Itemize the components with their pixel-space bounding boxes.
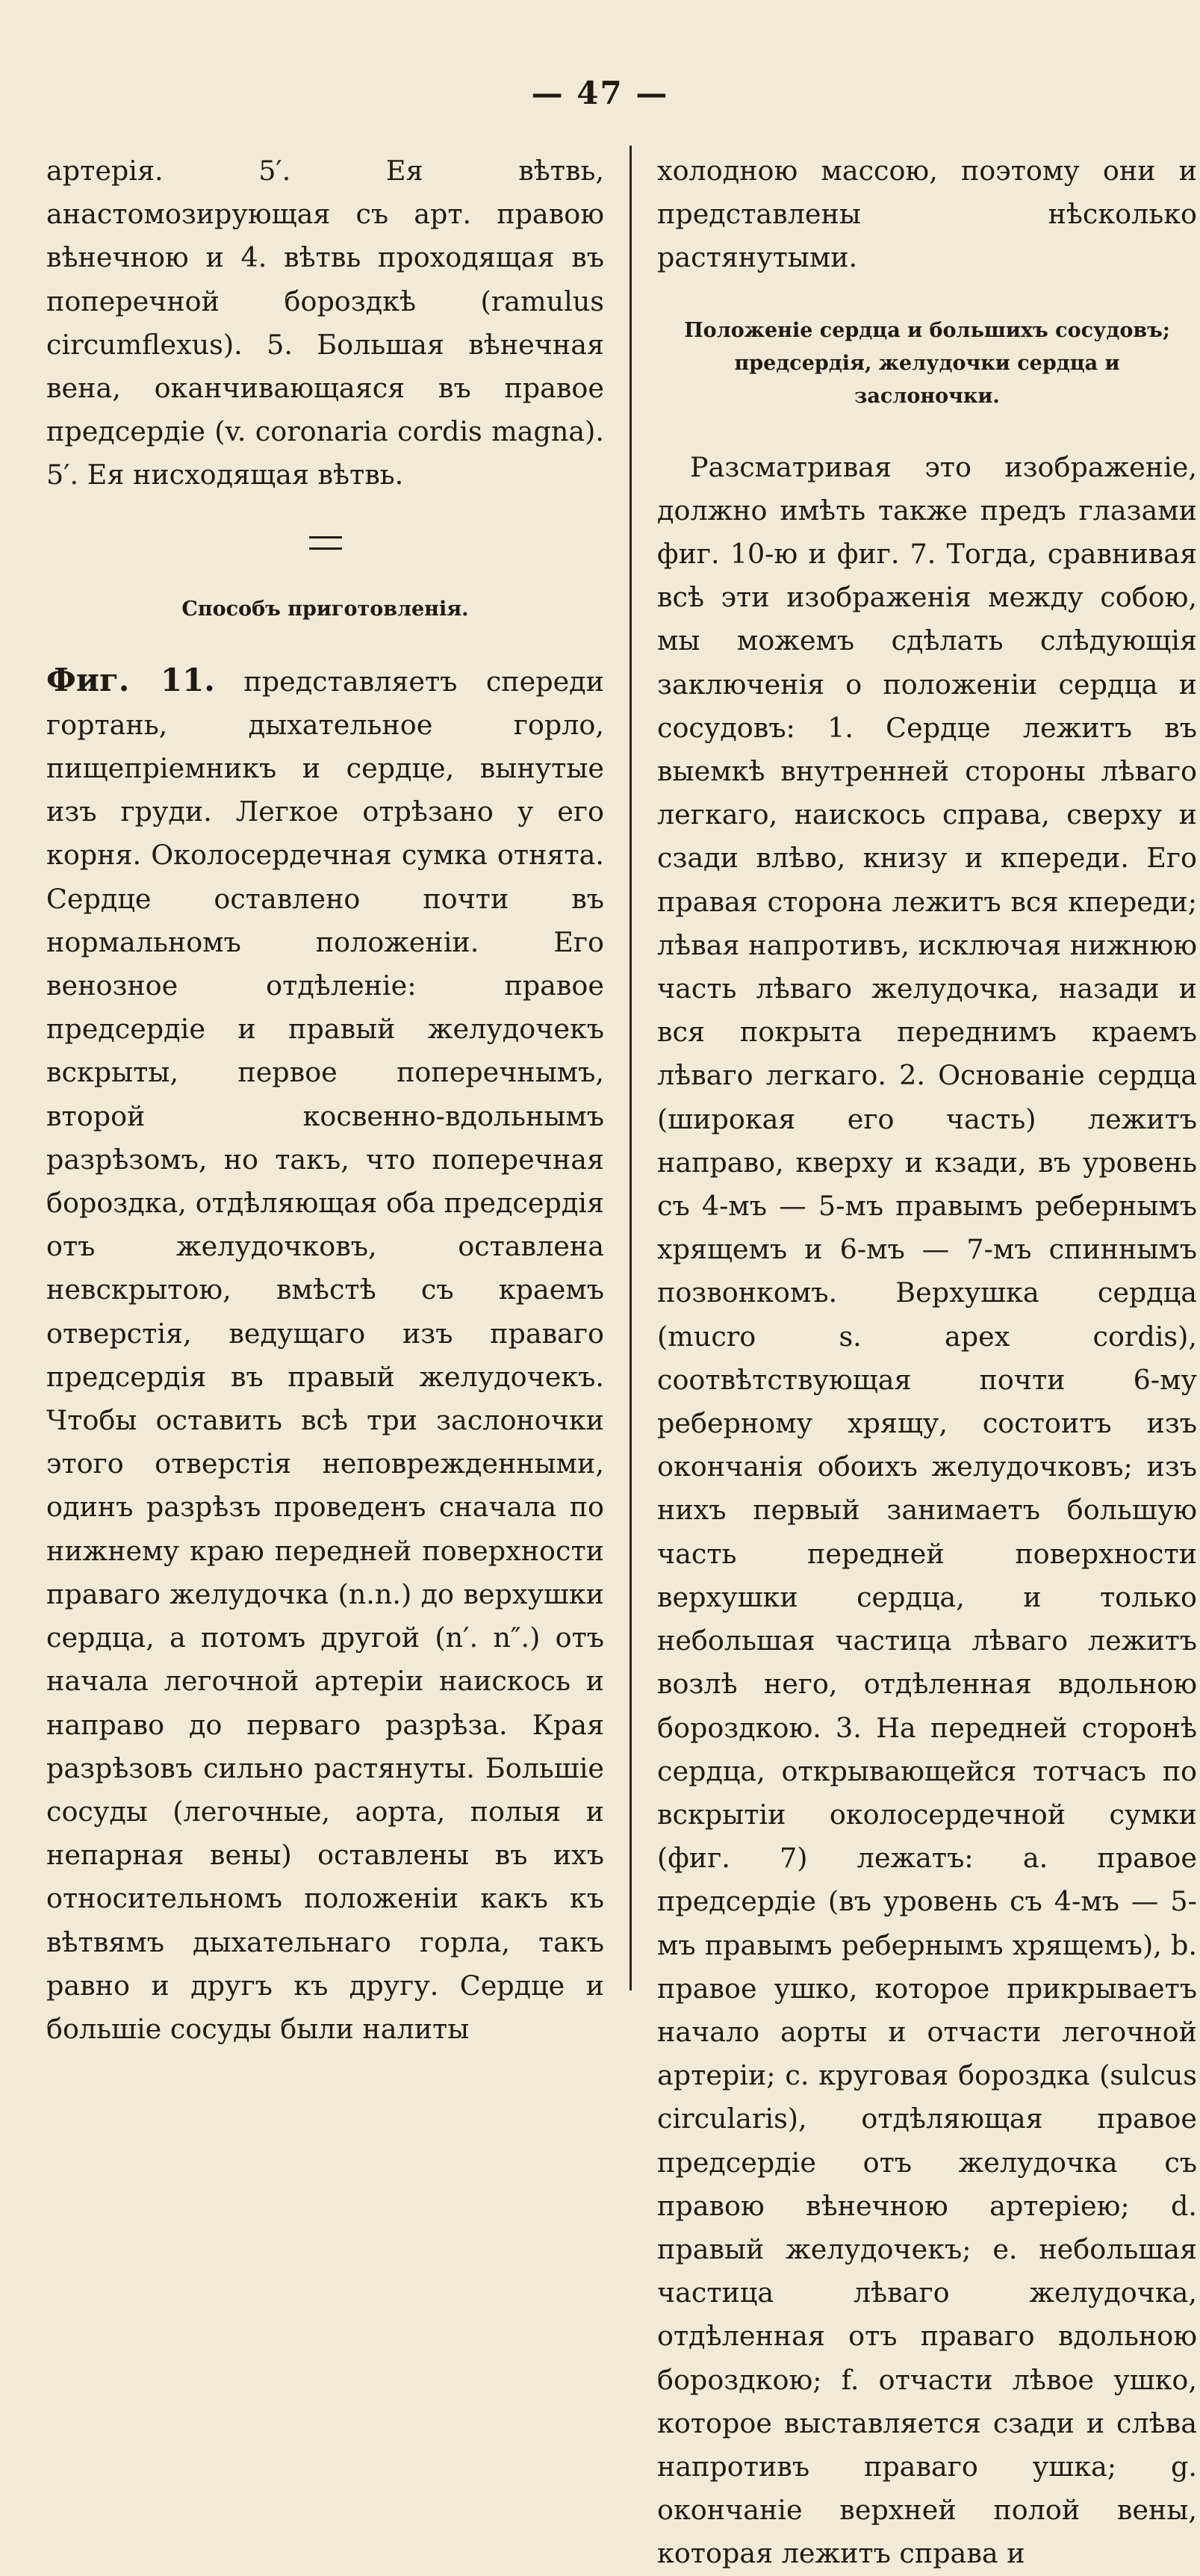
right-main-paragraph: Разсматривая это изображеніе, должно имѣть также предъ глазами фиг. 10-ю и фиг. 7. Тогда, сравнивая всѣ эти изображенія между собою, мы можемъ сдѣлать слѣдующія заключенія о положеніи сердца и сосудовъ: 1. Сердце лежитъ въ выемкѣ внутренней стороны лѣваго легкаго, наискось справа, сверху и сзади влѣво, книзу и кпереди. Его правая сторона лежитъ вся кпереди; лѣвая напротивъ, исключая нижнюю часть лѣваго желудочка, назади и вся покрыта переднимъ краемъ лѣваго легкаго. 2. Основаніе сердца (широкая его часть) лежитъ направо, кверху и кзади, въ уровень съ 4-мъ — 5-мъ правымъ ребернымъ хрящемъ и 6-мъ — 7-мъ спиннымъ позвонкомъ. Верхушка сердца (mucro s. apex cordis), соотвѣтствующая почти 6-му реберному хрящу, состоитъ изъ окончанія обоихъ желудочковъ; изъ нихъ первый занимаетъ большую часть передней поверхности верхушки сердца, и только небольшая частица лѣваго лежитъ возлѣ него, отдѣленная вдольною бороздкою. 3. На передней сторонѣ сердца, открывающейся тотчасъ по вскрытіи околосердечной сумки (фиг. 7) лежатъ: a. правое предсердіе (въ уровень съ 4-мъ — 5-мъ правымъ ребернымъ хрящемъ), b. правое ушко, которое прикрываетъ начало аорты и отчасти легочной артеріи; c. круговая бороздка (sulcus circularis), отдѣляющая правое предсердіе отъ желудочка съ правою вѣнечною артеріею; d. правый желудочекъ; e. небольшая частица лѣваго желудочка, отдѣленная отъ праваго вдольною бороздкою; f. отчасти лѣвое ушко, которое выставляется сзади и слѣва напротивъ праваго ушка; g. окончаніе верхней полой вены, которая лежитъ справа и bbox=[657, 450, 1197, 2570]
left-column bbox=[46, 149, 604, 2051]
left-main-paragraph bbox=[46, 659, 604, 2052]
column-divider bbox=[629, 146, 632, 1990]
right-section-heading: Положеніе сердца и большихъ сосудовъ; предсердія, желудочки сердца и заслоночки. bbox=[684, 318, 1170, 408]
section-divider-rule bbox=[309, 536, 342, 550]
page-number: — 47 — bbox=[531, 75, 669, 111]
figure-label: Фиг. 11. bbox=[46, 661, 215, 698]
left-section-heading: Способъ приготовленія. bbox=[181, 597, 469, 621]
left-main-paragraph-text: представляетъ спереди гортань, дыхательное горло, пищепріемникъ и сердце, вынутые изъ груди. Легкое отрѣзано у его корня. Околосердечная сумка отнята. Сердце оставлено почти въ нормальномъ положеніи. Его венозное отдѣленіе: правое предсердіе и правый желудочекъ вскрыты, первое поперечнымъ, второй косвенно-вдольнымъ разрѣзомъ, но такъ, что поперечная бороздка, отдѣляющая оба предсердія отъ желудочковъ, оставлена невскрытою, вмѣстѣ съ краемъ отверстія, ведущаго изъ праваго предсердія въ правый желудочекъ. Чтобы оставить всѣ три заслоночки этого отверстія неповрежденными, одинъ разрѣзъ проведенъ сначала по нижнему краю передней поверхности праваго желудочка (n.n.) до верхушки сердца, а потомъ другой (n′. n″.) отъ начала легочной артеріи наискось и направо до перваго разрѣза. Края разрѣзовъ сильно растянуты. Большіе сосуды (легочные, аорта, полыя и непарная вены) оставлены въ ихъ относительномъ положеніи какъ къ вѣтвямъ дыхательнаго горла, такъ равно и другъ къ другу. Сердце и большіе сосуды были налиты bbox=[46, 665, 604, 2045]
right-column bbox=[657, 149, 1197, 2576]
right-continuation-paragraph: холодною массою, поэтому они и представлены нѣсколько растянутыми. bbox=[657, 155, 1197, 274]
left-intro-paragraph: артерія. 5′. Ея вѣтвь, анастомозирующая съ арт. правою вѣнечною и 4. вѣтвь проходящая въ поперечной бороздкѣ (ramulus circumflexus). 5. Большая вѣнечная вена, оканчивающаяся въ правое предсердіе (v. coronaria cordis magna). 5′. Ея нисходящая вѣтвь. bbox=[46, 155, 604, 491]
